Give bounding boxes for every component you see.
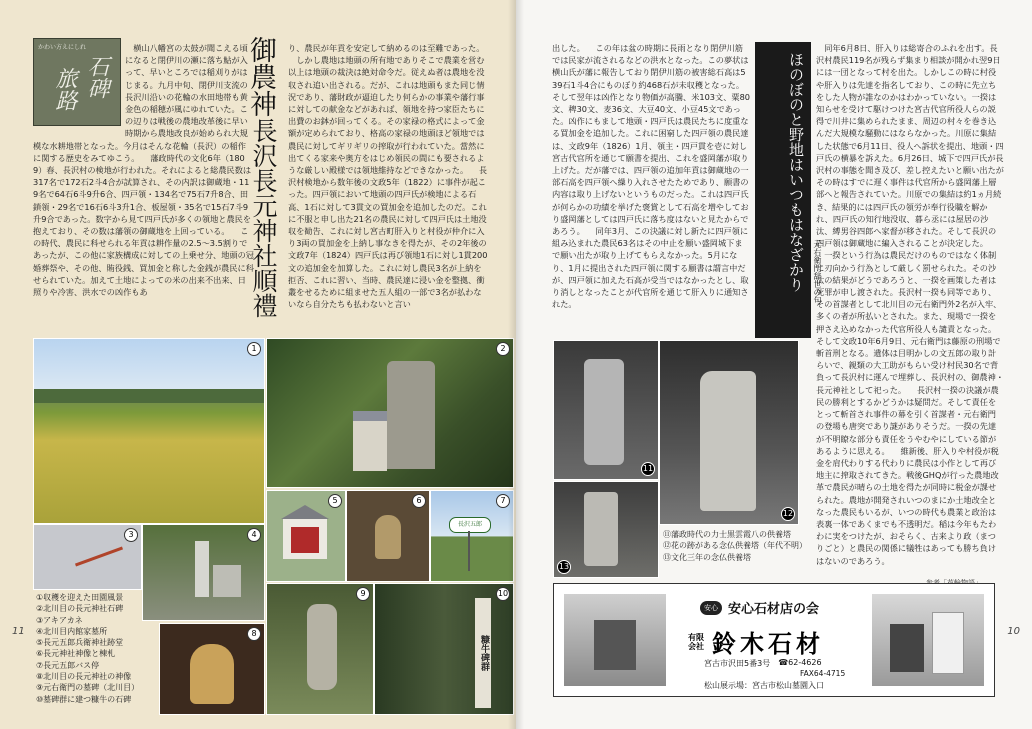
right-caption-list	[663, 529, 807, 563]
article-title-2	[248, 118, 278, 348]
association-name: 安心石材店の会	[728, 602, 820, 617]
company-type: 有限会社	[688, 632, 704, 651]
company-fax: FAX64-4715	[800, 669, 846, 678]
caption-item: ⑤長元五郎兵衛神社跡堂	[36, 638, 124, 648]
photo-number: 13	[557, 560, 571, 574]
photo-number: 2	[496, 342, 510, 356]
article-col1: 横山八幡宮の太鼓が聞こえる頃になると閉伊川の瀬に落ち鮎が入って、早いところでは稲刈りがはじまる。九月中旬、閉伊川支流の長沢川沿いの花輪の水田地帯も黄金色の稲穂が風にゆれていた。この辺りは戦後の農地改革後に早い時期から農地改良が始められ大規模な水耕地帯となった。今月はそんな花輪（長沢）の稲作に関する歴史をみてゆこう。 藩政時代の文化6年（1809）春、長沢村の検地が行われた。それによると総農民数は317名で172石2斗4合が試算され、その内訳は御蔵地・119名で64石6斗9升6合、四戸領・134名で75石7升8合、田鎖領・29名で16石6斗3升1合、板屋領・35名で15石7斗9升9合であった。数字から見て四戸氏が多くの領地と農民を抱えており、その数は藩領の御蔵地を上回っている。 この時代、農民に科せられる年貢は耕作量の2.5〜3.5割りであったが、この他に家族構成に対しての上乗せ分、地頭の冠婚葬祭や、その他、賄役銭、買加金と称した金銭が農民に科せられていた。加えて土地によっての米の出来不出来、日照りや冷害、洪水での凶作もあ	[33, 43, 254, 298]
photo-number: 9	[356, 587, 370, 601]
ad-company	[688, 624, 824, 659]
caption-item: ②北川目の長元神社石碑	[36, 604, 124, 614]
caption-item: ⑫花の跡がある念仏供養塔（年代不明）	[663, 541, 807, 551]
left-caption-list	[36, 592, 156, 705]
photo-rice-field	[33, 338, 265, 524]
caption-item: ⑧北川目の長元神社の神像	[36, 672, 132, 682]
photo-graves	[142, 524, 265, 621]
company-name: 鈴木石材	[712, 629, 824, 658]
caption-item: ①収穫を迎えた田園風景	[36, 593, 124, 602]
caption-item: ⑩墓碑群に建つ糠牛の石碑	[36, 694, 132, 704]
photo-number: 11	[641, 462, 655, 476]
ad-contact	[704, 658, 822, 669]
caption-item: ⑦長元五郎バス停	[36, 660, 100, 670]
photo-statue	[346, 490, 430, 582]
photo-dragonfly	[33, 524, 142, 590]
photo-shrine-stone	[266, 338, 514, 488]
stone-inscription: 糠牛碑群	[475, 598, 491, 708]
page-number-right: 10	[1007, 626, 1020, 637]
caption-item: ⑪藩政時代の力士黒雲霞八の供養塔	[663, 530, 791, 539]
ad-association	[700, 598, 819, 617]
ad-photo-right	[872, 594, 984, 686]
title-line-1: 御農神	[245, 36, 276, 117]
series-calligraphy-2: 旅路	[52, 67, 77, 111]
photo-number: 5	[328, 494, 342, 508]
photo-number: 12	[781, 507, 795, 521]
company-tel: ☎62-4626	[778, 658, 822, 667]
photo-bus-stop	[430, 490, 514, 582]
caption-item: ③アキアカネ	[36, 615, 83, 625]
association-logo-icon: 安心	[700, 601, 722, 615]
photo-nenbutsu-stone	[659, 340, 799, 525]
caption-item: ⑬文化三年の念仏供養塔	[663, 552, 751, 562]
caption-item: ⑨元右衛門の墓碑（北川目）	[36, 683, 140, 693]
company-showroom: 松山展示場：宮古市松山墓園入口	[704, 681, 824, 690]
series-calligraphy-1: 石碑	[84, 55, 109, 99]
title-line-2: 長沢長元神社順禮	[249, 118, 278, 318]
haiku-subtitle: 元右衛門辞世の句	[813, 240, 822, 304]
photo-grave-stone	[266, 583, 374, 715]
photo-forest-monument	[374, 583, 514, 715]
article-col3: 出した。 この年は盆の時期に長雨となり閉伊川筋では民家が流されるなどの洪水となった。この夢状は横山氏が藩に報告しており閉伊川筋の被害総石高は539石1斗4合にものぼり約468石が未収穫となった。そして翌年は凶作となり物価が高騰、米103文、粟80文、稗30文、麦36文、大豆40文、小豆45文であった。凶作にもまして地頭・四戸氏は農民たちに度重なる買加金を追加した。これに困窮した四戸領の農民達は、文政9年（1826）1月、領主・四戸貫を壱に対し宮古代官所を通じて願書を提出、これを盛岡藩が取り上げた。だが藩では、四戸領の追加年貢は御蔵地の一部石高を四戸領へ繰り入れさせたためであり、願書の内容は取り上げないというものだった。これは四戸氏が何らかの功績を挙げた褒賞として石高を増やしており盛岡藩としては四戸氏に落ち度はないと見たからであろう。 同年3月、この決議に対し新たに四戸領に組み込まれた農民63名はその中止を願い盛岡城下まで願い出たが取り上げてもらえなかった。5月になり、1月に提出された四戸領に関する願書は謂言中だが、四戸領に加えた石高が受当ではなかったとし、取り消しとなったことが代官所を通じて肝入りに通知された。	[552, 43, 750, 310]
photo-golden-statue	[159, 623, 265, 715]
photo-number: 4	[247, 528, 261, 542]
haiku-title: ほのぼのと野地はいつもはなざかり	[787, 52, 805, 292]
article-col2: り、農民が年貢を安定して納めるのは至難であった。 しかし農地は地頭の所有地でありそこで農業を営む以上は地頭の裁決は絶対命令だ。従えぬ者は農地を没収され追い出される。だが、これは地頭もまた同じ情況であり、藩財政が逼迫したり何らかの事業や藩行事に対しての献金などがあれば、領地を持つ家臣たちに出費のお鉢が回ってくる。その家禄の格式によって金額が定められており、格高の家禄の地頭ほど領地では農民に対してギリギリの搾取が行われていた。當然に出てくる家来や奥方をはじめ領民の間にも要されるような厳しい殿様では領地維持などできなかった。 長沢村検地から数年後の文政5年（1822）に事件が起こった。四戸領において地頭の四戸氏が検地による石高、1石に対して3貫文の買加金を追加したのだ。これに不服と申し出た21名の農民に対して四戸氏は土地没収を勧告、これに対し宮古町肝入りと村役が仲介に入り3両の買加金を上納し事なきを得たが、その2年後の文政7年（1824）四戸氏は再び領地1石に対し1貫200文の追加金を加算した。これに対し農民3名が上納を拒否、これに習い、当時、農民達に浸い金を整拠、衝叢をせるために組ませた五人組の一部で3名が払わないなら自分たちも払わないと言い	[288, 43, 488, 310]
photo-number: 6	[412, 494, 426, 508]
article-col4: 同年6月8日、肝入りは総寄合のふれを出す。長沢村農民119名が残らず集まり相談が開かれ翌9日には一団となって村を出た。しかしこの時に村役や肝入りは先達を指名しており、この時に先立ちをした人物が誰なのかはわかっていない。一揆は知らせを受けて駆けつけた宮古代官所役人らの説得で川井に集められたまま、周辺の村々を巻き込んだ大規模な騒動にはならなかった。川原に集結した状態で6月11日、役人へ訴状を提出、地頭・四戸氏の横暴を訴えた。6月26日、城下で四戸氏が長沢村の事態を聞き及び、差し控えたいと願い出たがその時はすでに遅く事件は代官所から盛岡藩上層部へと報告されていた。川原での集結は約1ヵ月続き、結果的には四戸氏の領労が奉行役職を解かれ、四戸氏の知行地没収、暮ら丞には屋居の沙汰、縛男谷四郎へ家督が移された。そして長沢の四戸領は御蔵地に編入されることが決定した。 一揆という行為は農民だけのものではなく体制に刃向かう行為として厳しく罰せられた。その沙汰の結果がどうであろうと、一揆を画策した者は死罪が申し渡された。長沢村一揆も同等であり、その首謀者として北川目の元右衛門外2名が入牢、多くの者が所払いとされた。また、現場で一揆を押さえ込めなかった代官所役人も譴責となった。そして文政10年6月9日、元右衛門は藤原の刑場で斬首刑となる。遺体は目明かしの文五郎の取り計らいで、親類の大工助がもらい受け村民30名で背負って長沢村に運んで埋葬し、長沢村の、御農神・長元神社として祀った。 長沢村一揆の決議が農民の勝利とするかどうかは疑問だ。そして責任をとって斬首され事件の幕を引く首謀者・元右衛門の登場も唐突であり謎がありそうだ。一揆の先達が不明瞭な部分も責任をうやむやにしている節があるように思える。 維新後、肝入りや村役が税金を肩代わりする代わりに農民は小作として再び地主に搾取されてきた。戦後GHQが行った農地改革で農民が晴らの土地を得たが同時に税金が課せられた。農地が開発されいつのまにか土地改全となった農民もいるが、いつの時代も農業と政治は表裏一体であくまでも不透明だ。稲は今年もたわわに実をつけたが、おそらく、古来より政（まつりごと）と農民の関係に犠牲はあっても勝ち負けはないのであろう。	[816, 43, 1004, 566]
photo-red-shrine	[266, 490, 346, 582]
photo-number: 7	[496, 494, 510, 508]
caption-item: ⑥長元神社神像と棟札	[36, 649, 116, 659]
photo-number: 8	[247, 627, 261, 641]
photo-number: 3	[124, 528, 138, 542]
photo-number: 1	[247, 342, 261, 356]
bus-stop-sign: 長沢五郎	[449, 517, 491, 533]
series-label: かわい方えにしれ	[38, 44, 87, 51]
photo-number: 10	[496, 587, 510, 601]
haiku-box	[755, 42, 811, 338]
photo-bunka-stone	[553, 481, 659, 578]
company-address: 宮古市沢田5番3号	[704, 659, 771, 668]
caption-item: ④北川目内館家墓所	[36, 626, 108, 636]
page-number-left: 11	[12, 626, 25, 637]
photo-sumo-monument	[553, 340, 659, 480]
ad-photo-left	[564, 594, 666, 686]
advertisement	[553, 583, 995, 697]
